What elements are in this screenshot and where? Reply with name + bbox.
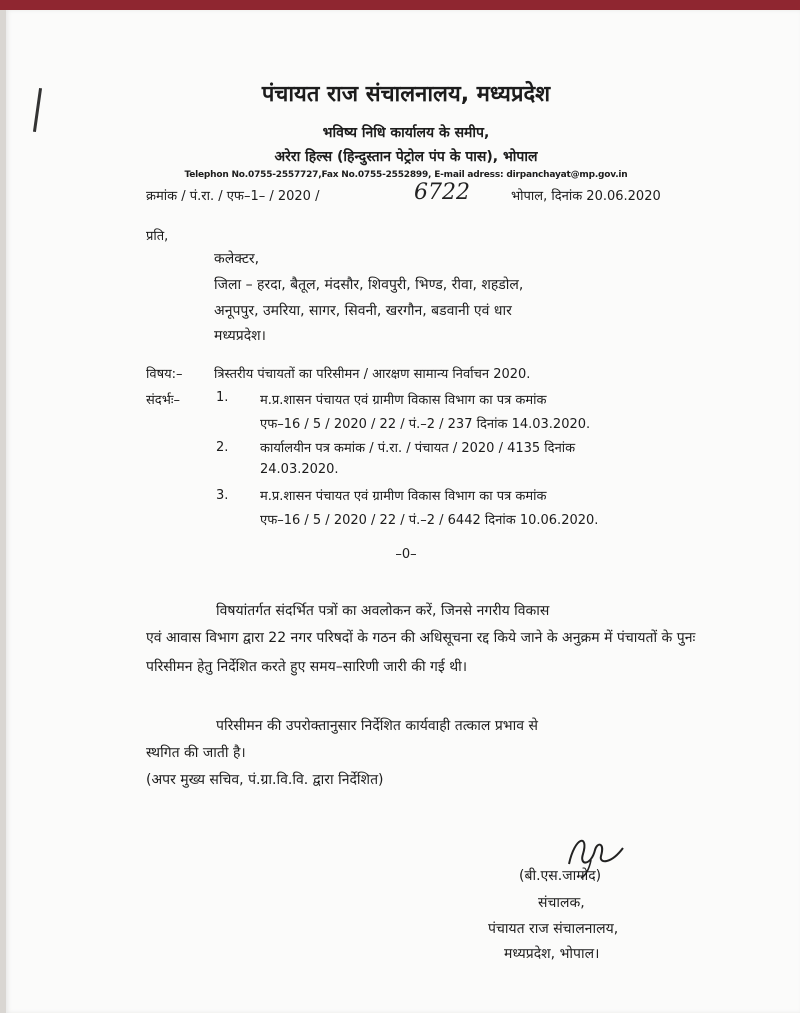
- paragraph-2-body: स्थगित की जाती है।: [146, 745, 246, 761]
- reference-item-text: म.प्र.शासन पंचायत एवं ग्रामीण विकास विभाग का पत्र कमांक: [260, 393, 547, 408]
- reference-item-text: एफ–16 / 5 / 2020 / 22 / पं.–2 / 6442 दिनांक 10.06.2020.: [260, 513, 599, 528]
- letterhead-line-2: अरेरा हिल्स (हिन्दुस्तान पेट्रोल पंप के पास), भोपाल: [274, 149, 538, 165]
- signatory-designation: संचालक,: [538, 895, 585, 911]
- letterhead-title: पंचायत राज संचालनालय, मध्यप्रदेश: [261, 82, 551, 107]
- directive-note: (अपर मुख्य सचिव, पं.ग्रा.वि.वि. द्वारा निर्देशित): [146, 772, 384, 788]
- reference-item-number: 2.: [216, 440, 229, 455]
- separator: –0–: [395, 547, 417, 562]
- reference-item-text: 24.03.2020.: [260, 462, 339, 477]
- paragraph-1-first-line: विषयांतर्गत संदर्भित पत्रों का अवलोकन करें, जिनसे नगरीय विकास: [216, 603, 550, 619]
- reference-item-number: 1.: [216, 390, 229, 405]
- reference-item-text: कार्यालयीन पत्र कमांक / पं.रा. / पंचायत / 2020 / 4135 दिनांक: [260, 441, 576, 456]
- top-border: [0, 0, 800, 10]
- reference-item-text: एफ–16 / 5 / 2020 / 22 / पं.–2 / 237 दिनांक 14.03.2020.: [260, 417, 591, 432]
- subject-text: त्रिस्तरीय पंचायतों का परिसीमन / आरक्षण सामान्य निर्वाचन 2020.: [214, 367, 531, 382]
- reference-line: क्रमांक / पं.रा. / एफ–1– / 2020 /: [146, 189, 320, 204]
- signatory-office: पंचायत राज संचालनालय,: [488, 921, 619, 937]
- addressee-line: मध्यप्रदेश।: [214, 328, 266, 344]
- addressee-line: जिला – हरदा, बैतूल, मंदसौर, शिवपुरी, भिण्ड, रीवा, शहडोल,: [214, 277, 524, 293]
- reference-item-number: 3.: [216, 488, 229, 503]
- letterhead-contact: Telephon No.0755-2557727,Fax No.0755-2552899, E-mail adress: dirpanchayat@mp.gov.in: [184, 170, 628, 180]
- references-label: संदर्भः–: [146, 393, 180, 408]
- reference-number: 6722: [414, 180, 470, 205]
- reference-item-text: म.प्र.शासन पंचायत एवं ग्रामीण विकास विभाग का पत्र कमांक: [260, 489, 547, 504]
- subject-label: विषय:–: [146, 367, 183, 382]
- addressee-line: अनूपपुर, उमरिया, सागर, सिवनी, खरगौन, बडवानी एवं धार: [214, 303, 512, 319]
- addressee-prefix: प्रति,: [146, 229, 169, 244]
- paragraph-2-first-line: परिसीमन की उपरोक्तानुसार निर्देशित कार्यवाही तत्काल प्रभाव से: [216, 718, 538, 734]
- letterhead-line-1: भविष्य निधि कार्यालय के समीप,: [322, 125, 490, 141]
- letter-date: भोपाल, दिनांक 20.06.2020: [511, 189, 661, 204]
- paragraph-1-body: एवं आवास विभाग द्वारा 22 नगर परिषदों के गठन की अधिसूचना रद्द किये जाने के अनुक्रम में पंचायतों के पुनः परिसीमन हेतु निर्देशित करते हुए समय–सारिणी जारी की गई थी।: [146, 630, 696, 675]
- addressee-line: कलेक्टर,: [214, 251, 260, 267]
- signatory-place: मध्यप्रदेश, भोपाल।: [504, 946, 600, 962]
- signatory-name: (बी.एस.जामोद): [519, 868, 602, 884]
- letter-page: [6, 10, 800, 1013]
